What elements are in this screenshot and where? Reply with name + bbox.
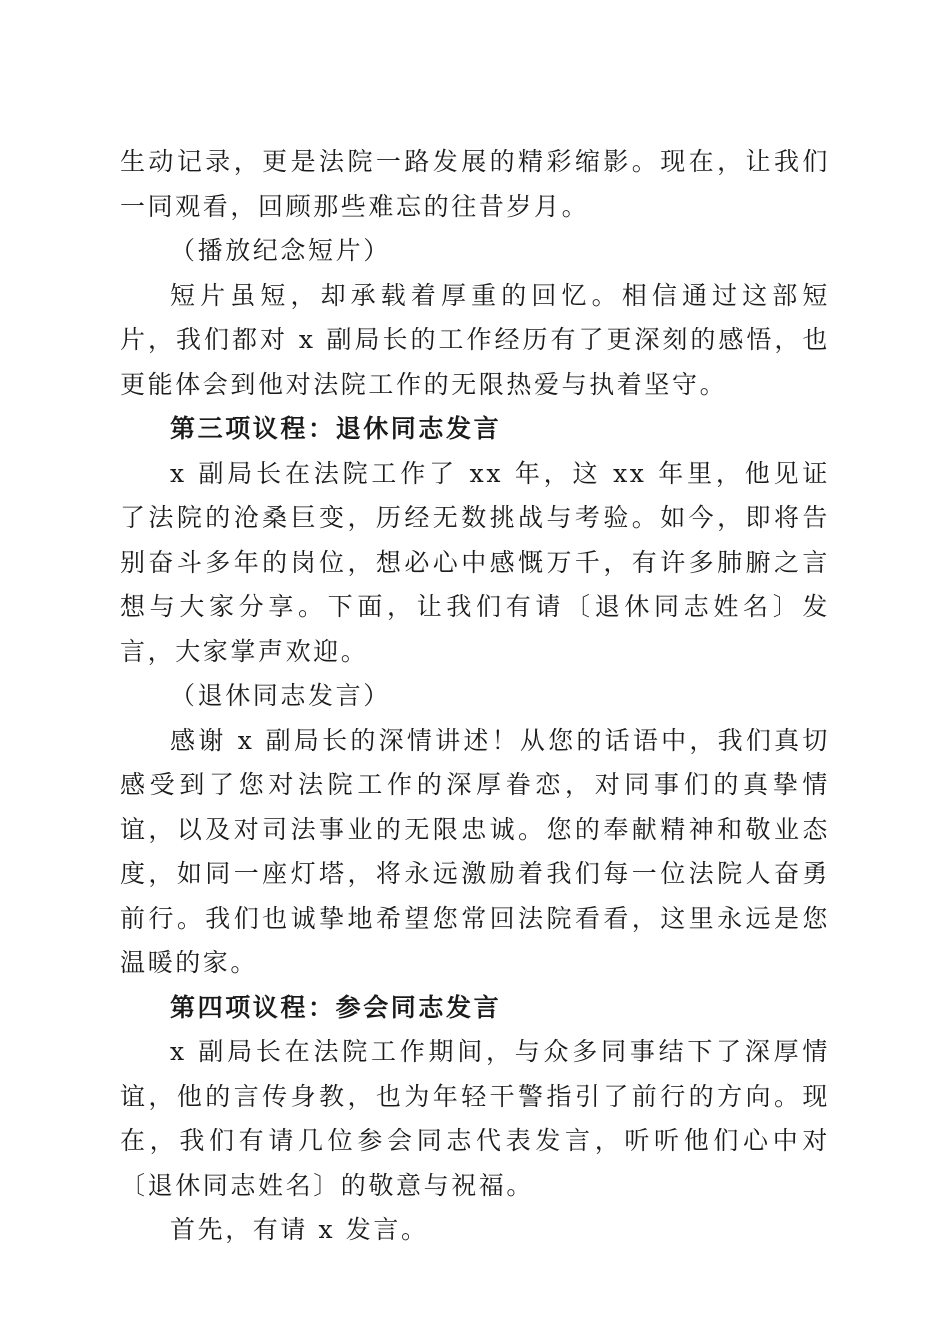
paragraph-stage-direction: （退休同志发言）	[170, 681, 391, 710]
document-body	[120, 140, 830, 1253]
paragraph-stage-direction: （播放纪念短片）	[170, 236, 391, 265]
paragraph-body: x 副局长在法院工作期间，与众多同事结下了深厚情谊，他的言传身教，也为年轻干警指引了前行的方向。现在，我们有请几位参会同志代表发言，听听他们心中对〔退休同志姓名〕的敬意与祝福。	[120, 1037, 830, 1200]
paragraph-body: 感谢 x 副局长的深情讲述！从您的话语中，我们真切感受到了您对法院工作的深厚眷恋，对同事们的真挚情谊，以及对司法事业的无限忠诚。您的奉献精神和敬业态度，如同一座灯塔，将永远激励着我们每一位法院人奋勇前行。我们也诚挚地希望您常回法院看看，这里永远是您温暖的家。	[120, 725, 830, 977]
paragraph-continuation: 生动记录，更是法院一路发展的精彩缩影。现在，让我们一同观看，回顾那些难忘的往昔岁月。	[120, 147, 830, 221]
section-heading-agenda-3: 第三项议程：退休同志发言	[170, 414, 502, 443]
paragraph-body: 短片虽短，却承载着厚重的回忆。相信通过这部短片，我们都对 x 副局长的工作经历有了更深刻的感悟，也更能体会到他对法院工作的无限热爱与执着坚守。	[120, 280, 830, 399]
section-heading-agenda-4: 第四项议程：参会同志发言	[170, 992, 502, 1022]
paragraph-body: x 副局长在法院工作了 xx 年，这 xx 年里，他见证了法院的沧桑巨变，历经无数挑战与考验。如今，即将告别奋斗多年的岗位，想必心中感慨万千，有许多肺腑之言想与大家分享。下面，让我们有请〔退休同志姓名〕发言，大家掌声欢迎。	[120, 458, 830, 666]
paragraph-body: 首先，有请 x 发言。	[170, 1215, 429, 1244]
